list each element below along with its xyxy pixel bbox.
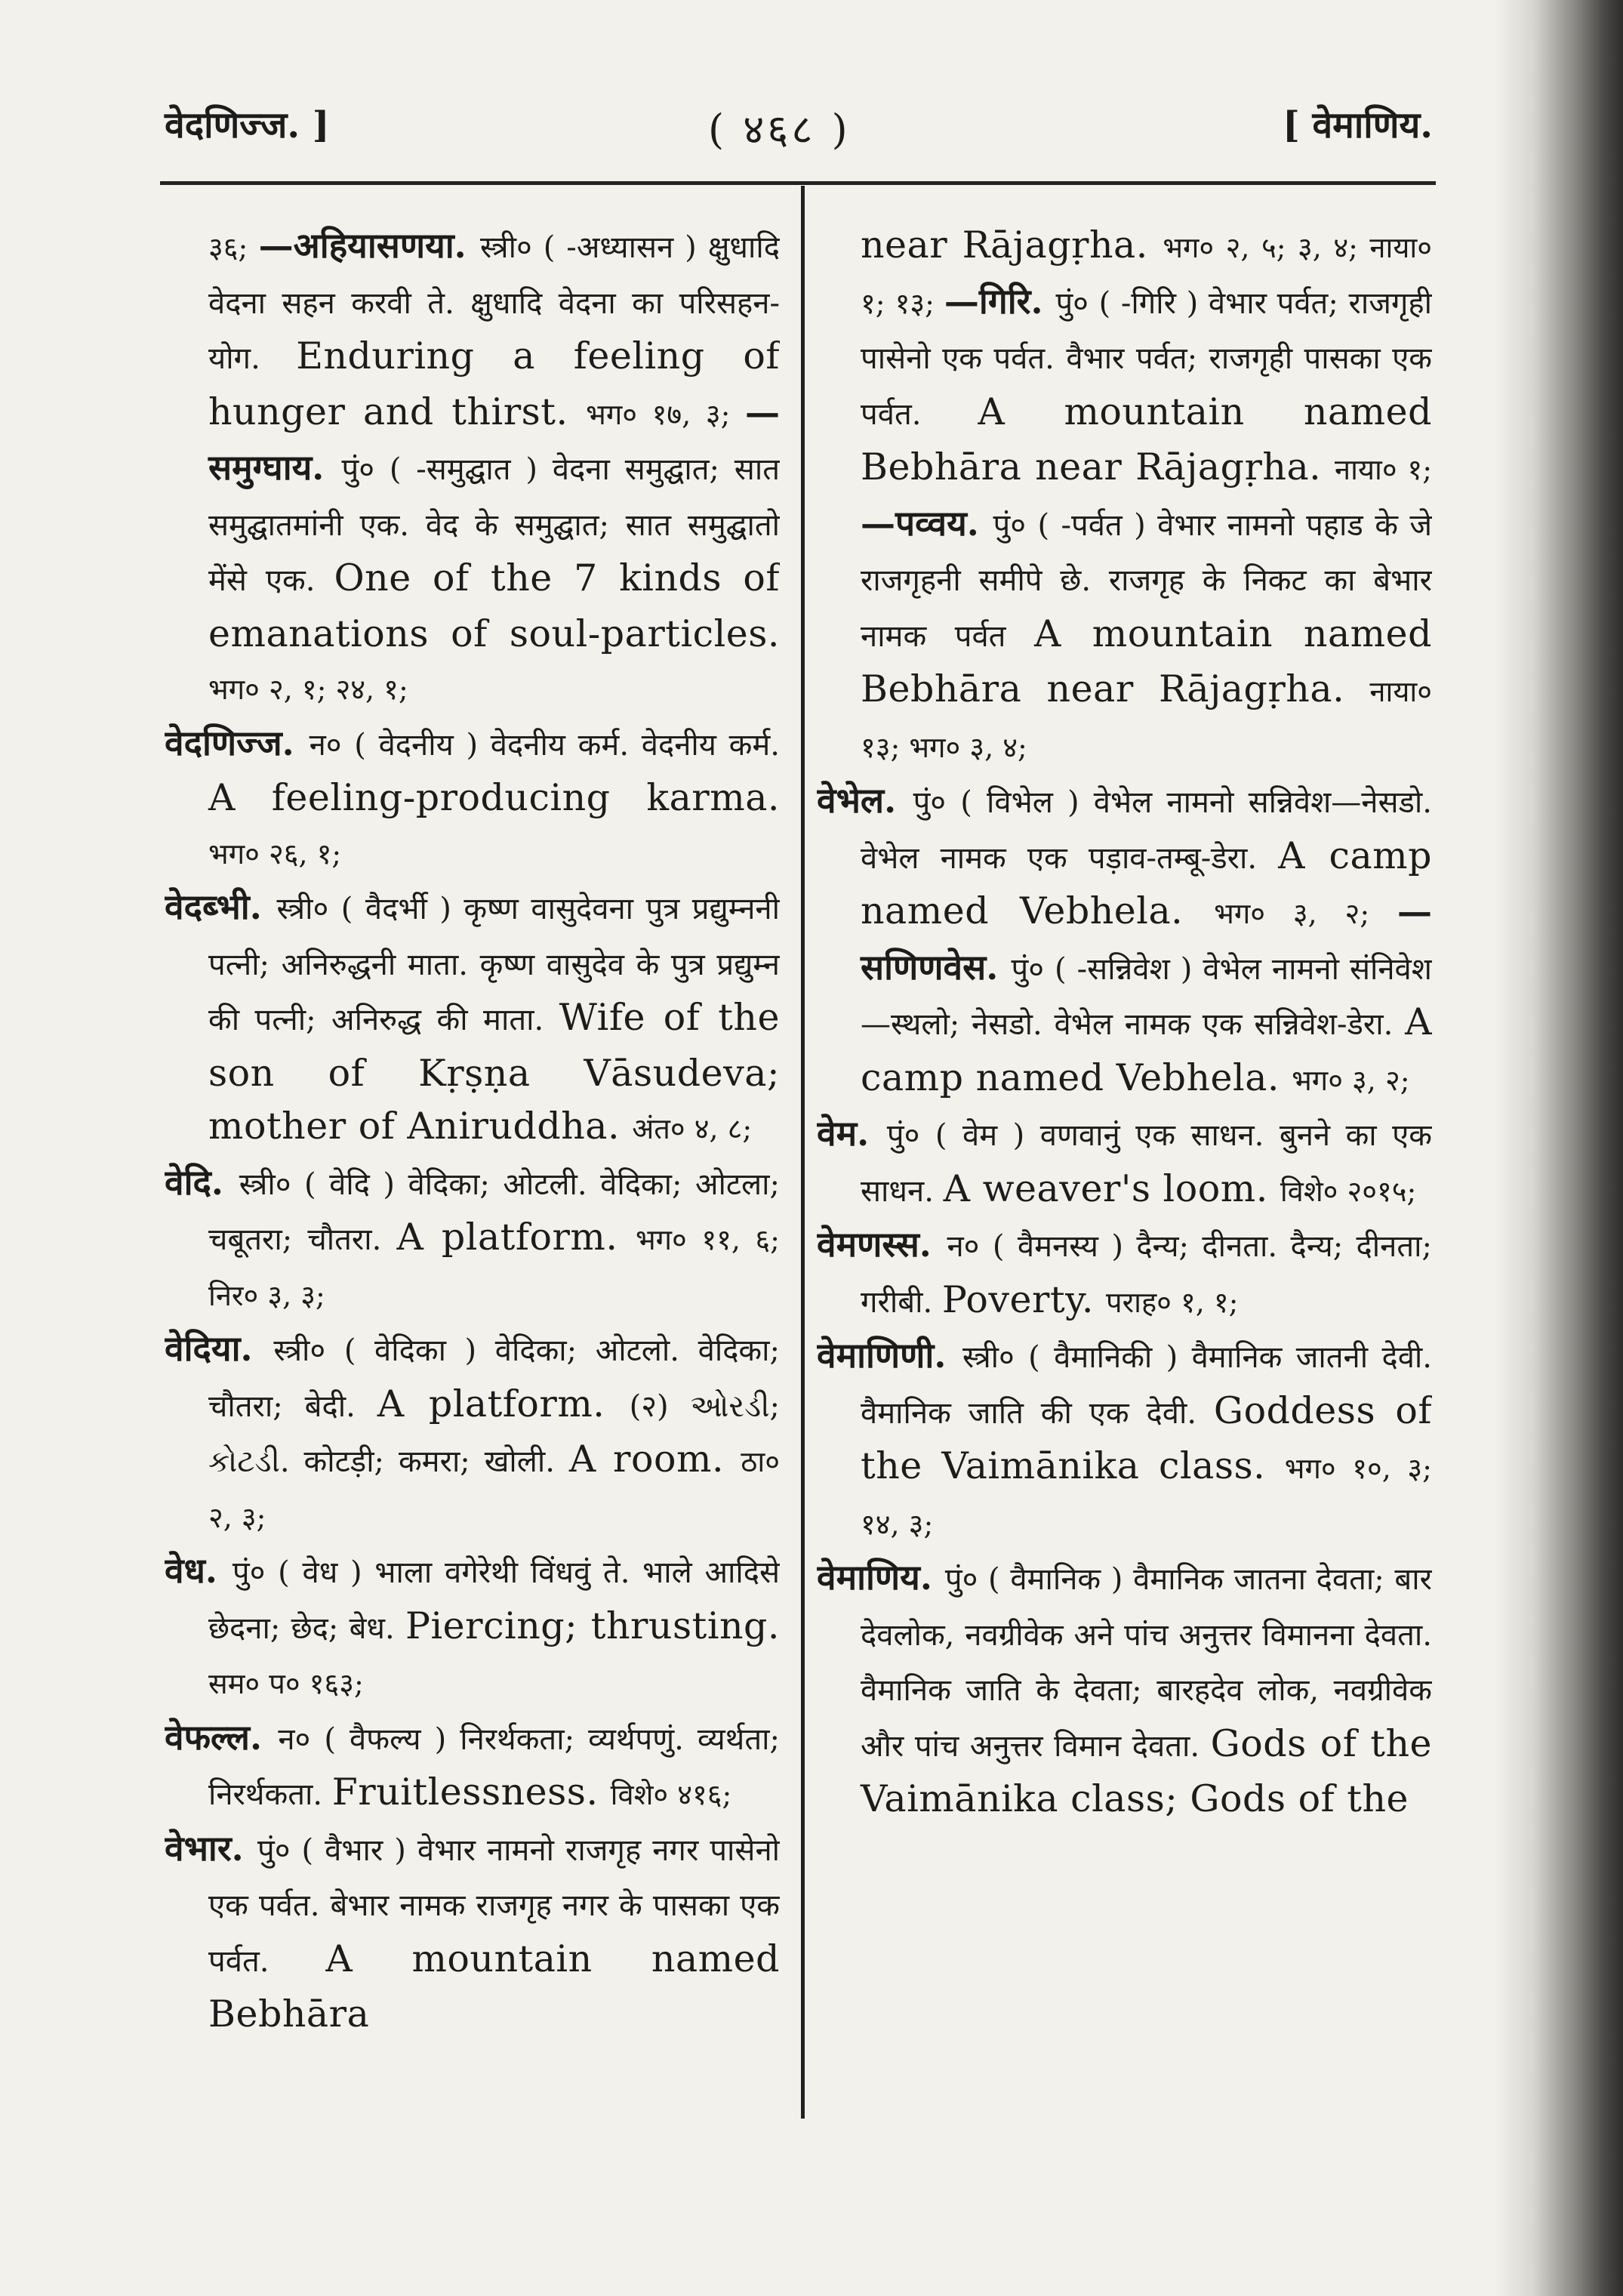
sub-headword: —समुग्घाय. [208,391,780,488]
citation: विशे० २०१५; [1280,1174,1417,1208]
vernacular-gloss: पुं० ( विभेल ) वेभेल नामनो सन्निवेश—नेसडो. वेभेल नामक एक पड़ाव-तम्बू-डेरा. [861,785,1432,876]
vernacular-gloss: स्त्री० ( वैदर्भी ) कृष्ण वासुदेवना पुत्र प्रद्युम्ननी पत्नी; अनिरुद्धनी माता. कृष्ण वासुदेव के पुत्र प्रद्युम्न की पत्नी; अनिरुद्ध की माता. [208,892,780,1037]
vernacular-gloss: पुं० ( वेम ) वणवानुं एक साधन. बुनने का एक साधन. [861,1118,1432,1209]
entry-continuation [817,219,1432,774]
headword: वेदब्भी. [165,886,277,927]
entry-continuation [165,219,780,717]
headword: वेदणिज्ज. [165,722,310,763]
dictionary-entry [165,1822,780,2042]
citation: भग० २६, १; [208,837,342,871]
citation: ठा० २, ३; [208,1445,780,1534]
english-gloss: Fruitlessness. [331,1771,611,1814]
sub-headword: —गिरि. [944,280,1056,322]
dictionary-entry [165,880,780,1156]
dictionary-entry [817,1551,1432,1826]
headword: वेदि. [165,1161,239,1203]
vernacular-gloss: पुं० ( -समुद्घात ) वेदना समुद्घात; सात समुद्घातमांनी एक. वेद के समुद्घात; सात समुद्घातो मेंसे एक. [208,452,780,598]
dictionary-entry [817,1329,1432,1551]
citation: विशे० ४१६; [610,1778,732,1811]
vernacular-gloss: न० ( वैफल्य ) निरर्थकता; व्यर्थपणुं. व्यर्थता; निरर्थकता. [208,1721,780,1812]
citation: पराह० १, १; [1105,1285,1239,1319]
page-header [165,89,1433,157]
page-edge-shadow [1495,0,1623,2296]
dictionary-entry [165,1322,780,1544]
citation: भग० १७, ३; [586,397,745,431]
english-gloss: Piercing; thrusting. [405,1604,780,1647]
vernacular-gloss: स्त्री० ( वेदिका ) वेदिका; ओटलो. वेदिका; चौतरा; बेदी. [208,1333,780,1424]
left-column [165,219,780,2137]
dictionary-entry [817,1107,1432,1218]
headword: वेभेल. [817,780,913,821]
column-divider [801,186,805,2119]
citation: अंत० ४, ८; [632,1112,753,1145]
english-gloss: One of the 7 kinds of emanations of soul-particles. [208,556,780,655]
dictionary-entry [817,774,1432,1107]
english-gloss: Wife of the son of Kṛṣṇa Vāsudeva; mother of Aniruddha. [208,996,780,1148]
right-column [817,219,1432,2137]
citation: सम० प० १६३; [208,1667,364,1700]
dictionary-entry [165,1711,780,1822]
english-gloss: Goddess of the Vaimānika class. [861,1388,1432,1487]
headword: वेमणस्स. [817,1224,947,1265]
citation: भग० २, ५; ३, ४; नाया० १; १३; [861,231,1432,320]
vernacular-gloss: (२) ઓરડી; કોટડી. कोटड़ी; कमरा; खोली. [208,1388,780,1479]
citation: भग० १०, ३; १४, ३; [861,1452,1432,1541]
dictionary-entry [165,1156,780,1323]
citation: भग० ३, २; [1292,1063,1410,1097]
header-right-headword: [ वेमाणिय. [1283,104,1433,146]
vernacular-gloss: पुं० ( वेध ) भाला वगेरेथी विंधवुं ते. भाले आदिसे छेदना; छेद; बेध. [208,1555,780,1646]
english-gloss: A weaver's loom. [943,1166,1280,1210]
english-gloss: Poverty. [941,1277,1106,1321]
headword: वेम. [817,1113,887,1154]
english-gloss: A camp named Vebhela. [861,1000,1432,1099]
vernacular-gloss: स्त्री० ( वैमानिकी ) वैमानिक जातनी देवी. वैमानिक जाति की एक देवी. [861,1340,1432,1431]
citation: भग० ११, ६; निर० ३, ३; [208,1223,780,1312]
sub-headword: —अहियासणया. [258,225,480,266]
vernacular-gloss: पुं० ( -सन्निवेश ) वेभेल नामनो संनिवेश—स्थलो; नेसडो. वेभेल नामक एक सन्निवेश-डेरा. [861,951,1432,1042]
vernacular-gloss: न० ( वेदनीय ) वेदनीय कर्म. वेदनीय कर्म. [309,727,780,763]
vernacular-gloss: स्त्री० ( वेदि ) वेदिका; ओटली. वेदिका; ओटला; चबूतरा; चौतरा. [208,1166,780,1257]
vernacular-gloss: स्त्री० ( -अध्यासन ) क्षुधादि वेदना सहन करवी ते. क्षुधादि वेदना का परिसहन-योग. [208,230,780,376]
headword: वेध. [165,1550,233,1591]
english-gloss: A platform. [396,1216,636,1259]
english-gloss: Gods of the Vaimānika class; Gods of the [861,1721,1432,1820]
header-left-headword: वेदणिज्ज. ] [165,104,330,146]
dictionary-entry [817,1218,1432,1329]
english-gloss: A feeling-producing karma. [208,776,780,819]
sub-headword: —सणिणवेस. [861,891,1432,988]
citation: ३६; [208,231,259,264]
headword: वेफल्ल. [165,1716,279,1758]
headword: वेमाणिणी. [817,1335,963,1376]
headword: वेदिया. [165,1328,274,1369]
citation: नाया० १३; भग० ३, ४; [861,675,1432,764]
english-gloss: Enduring a feeling of hunger and thirst. [208,334,780,433]
dictionary-entry [165,717,780,881]
vernacular-gloss: पुं० ( -गिरि ) वेभार पर्वत; राजगृही पासेनो एक पर्वत. वैभार पर्वत; राजगृही पासका एक पर्वत. [861,285,1432,432]
sub-headword: —पव्वय. [861,502,993,544]
english-gloss: A mountain named Bebhāra [208,1937,780,2036]
header-rule [160,181,1436,185]
english-gloss: A camp named Vebhela. [861,834,1432,932]
english-gloss: A platform. [377,1382,630,1425]
citation: नाया० १; [1335,453,1432,486]
vernacular-gloss: पुं० ( वैमानिक ) वैमानिक जातना देवता; बार देवलोक, नवग्रीवेक अने पांच अनुत्तर विमानना देवता. वैमानिक जाति के देवता; बारहदेव लोक, नवग्रीवेक और पांच अनुत्तर विमान देवता. [861,1562,1432,1764]
page-number: ( ४६८ ) [708,106,851,153]
dictionary-entry [165,1544,780,1711]
vernacular-gloss: पुं० ( वैभार ) वेभार नामनो राजगृह नगर पासेनो एक पर्वत. बेभार नामक राजगृह नगर के पासका एक पर्वत. [208,1832,780,1979]
vernacular-gloss: पुं० ( -पर्वत ) वेभार नामनो पहाड के जे राजगृहनी समीपे छे. राजगृह के निकट का बेभार नामक पर्वत [861,507,1432,654]
english-gloss: A mountain named Bebhāra near Rājagṛha. [861,390,1432,488]
english-gloss: A room. [568,1438,741,1481]
vernacular-gloss: न० ( वैमनस्य ) दैन्य; दीनता. दैन्य; दीनता; गरीबी. [861,1229,1432,1320]
english-gloss: A mountain named Bebhāra near Rājagṛha. [861,612,1432,710]
headword: वेभार. [165,1827,257,1869]
citation: भग० २, १; २४, १; [208,673,408,706]
english-gloss: near Rājagṛha. [861,223,1163,267]
citation: भग० ३, २; [1214,897,1397,930]
headword: वेमाणिय. [817,1557,945,1598]
